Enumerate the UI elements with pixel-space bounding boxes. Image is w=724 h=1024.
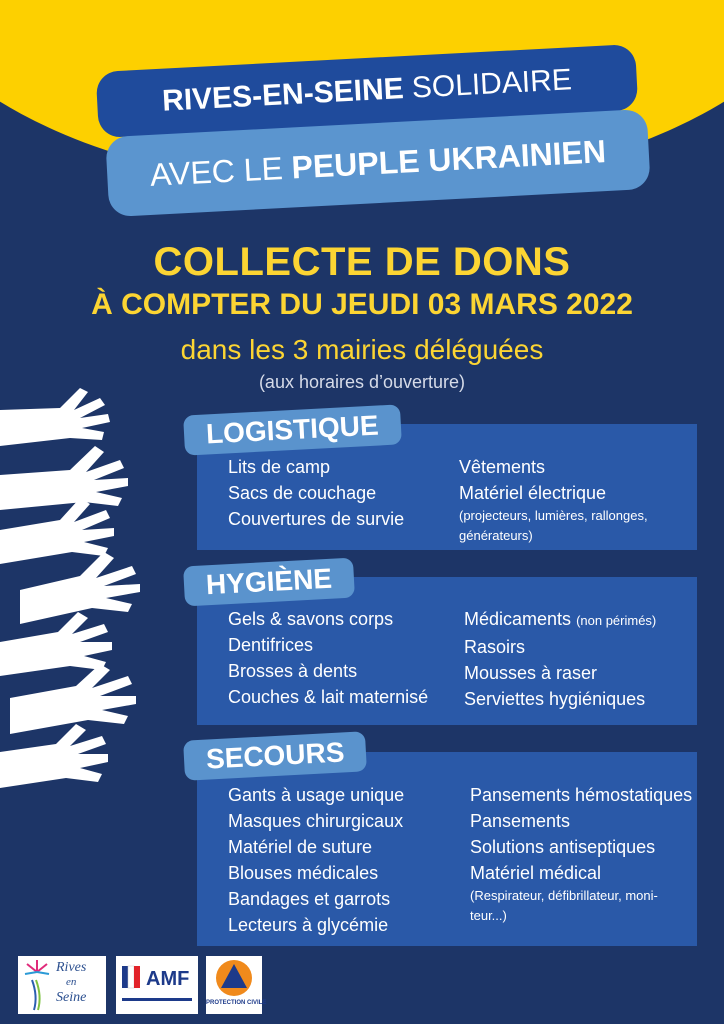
list-item: Dentifrices [228,635,314,655]
list-item: Bandages et garrots [228,889,391,909]
civil-protection-icon [214,958,254,998]
list-item: Vêtements [459,457,546,477]
title-avec-le: AVEC LE [149,149,284,193]
list-item: Matériel électrique [459,483,607,503]
secours-right-list [470,782,692,926]
hands-icon [0,388,140,788]
list-item: Rasoirs [464,637,526,657]
list-item: Solutions antiseptiques [470,837,656,857]
amf-text: AMF [146,968,190,990]
hygiene-left-list [228,606,428,710]
collecte-horaires: (aux horaires d’ouverture) [258,372,466,392]
secours-title: SECOURS [183,731,367,780]
list-item: Couvertures de survie [228,509,405,529]
hygiene-right-list [464,606,656,712]
list-item [464,606,656,634]
med-note: (non périmés) [576,613,657,628]
title-solidaire: SOLIDAIRE [411,63,573,105]
list-note: (Respirateur, défibrillateur, moni- [470,888,658,903]
title-town: RIVES-EN-SEINE [161,72,405,118]
list-item: Lecteurs à glycémie [228,915,389,935]
list-note: générateurs) [459,528,533,543]
title-peuple: PEUPLE UKRAINIEN [290,132,607,186]
logistique-right-list [459,454,648,546]
list-item: Gants à usage unique [228,785,405,805]
firework-icon [22,958,52,1012]
amf-emblem-icon [120,964,142,990]
list-item: Lits de camp [228,457,331,477]
list-item: Sacs de couchage [228,483,377,503]
list-item: Gels & savons corps [228,609,394,629]
med-label: Médicaments [464,609,572,629]
raised-hands-illustration [0,380,190,800]
collecte-date: À COMPTER DU JEUDI 03 MARS 2022 [91,288,633,321]
hygiene-title: HYGIÈNE [183,558,355,607]
amf-logo [116,956,198,1014]
list-item: Couches & lait maternisé [228,687,429,707]
list-item: Serviettes hygiéniques [464,689,646,709]
list-item: Matériel de suture [228,837,373,857]
list-item: Matériel médical [470,863,602,883]
collecte-title: COLLECTE DE DONS [153,240,571,284]
list-note: (projecteurs, lumières, rallonges, [459,508,648,523]
list-note: teur...) [470,908,507,923]
collecte-lieu: dans les 3 mairies déléguées [180,334,544,365]
amf-underline [122,998,192,1001]
rives-text: Rives en Seine [56,960,87,1005]
rives-en-seine-logo [18,956,106,1014]
pc-text: PROTECTION CIVILE [206,1000,267,1006]
list-item: Brosses à dents [228,661,358,681]
list-item: Pansements hémostatiques [470,785,693,805]
protection-civile-logo [206,956,267,1014]
list-item: Pansements [470,811,571,831]
list-item: Mousses à raser [464,663,598,683]
list-item: Blouses médicales [228,863,379,883]
logistique-title: LOGISTIQUE [183,404,401,455]
logistique-left-list [228,454,404,532]
secours-left-list [228,782,404,938]
list-item: Masques chirurgicaux [228,811,404,831]
